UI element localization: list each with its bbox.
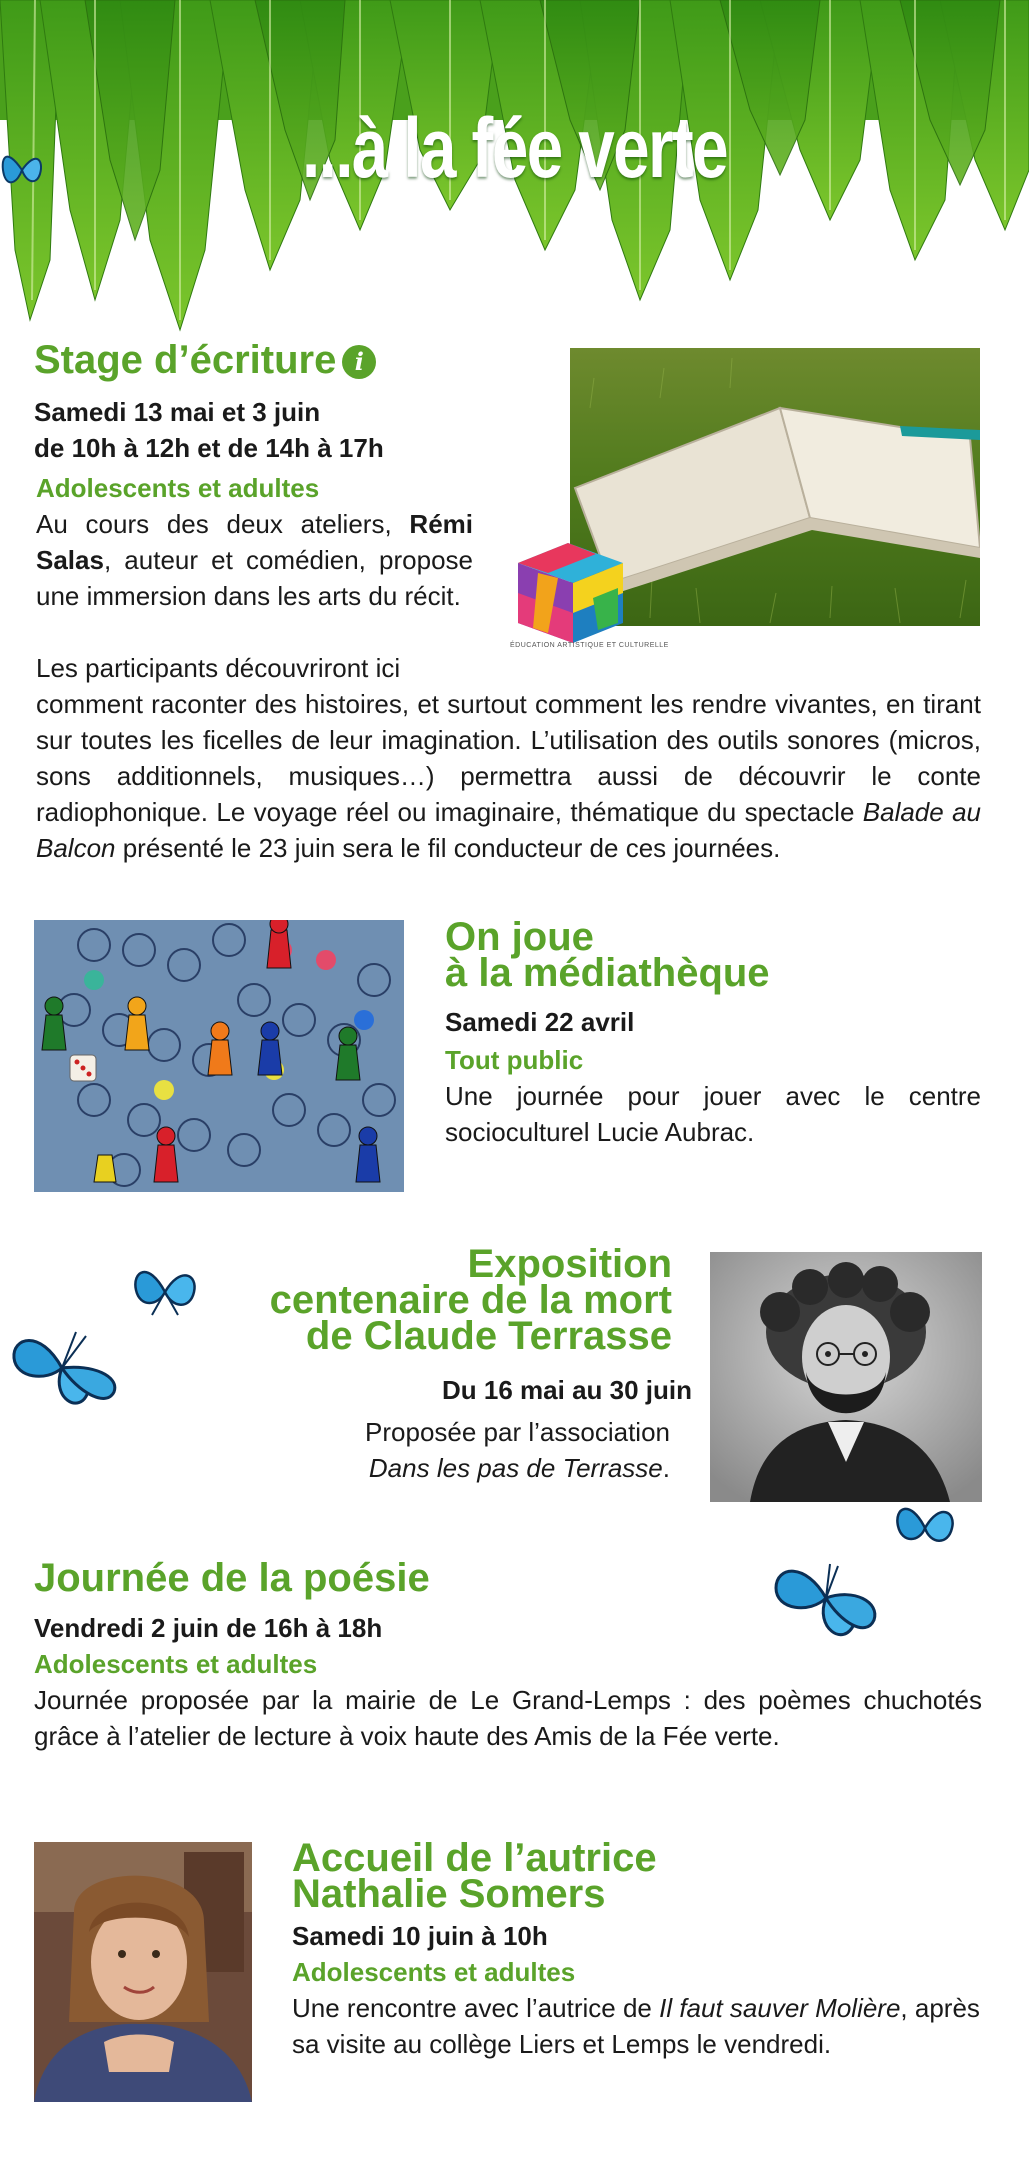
autrice-text [292,1990,982,2062]
expo-association-name: Dans les pas de Terrasse [368,1453,663,1483]
autrice-title-line-1: Accueil de l’autrice [292,1836,657,1880]
stage-p2-end: présenté le 23 juin sera le fil conducteur de ces journées. [115,833,781,863]
autrice-date: Samedi 10 juin à 10h [292,1921,548,1951]
expo-title-line-1: Exposition [467,1242,672,1286]
stage-author-name: Rémi Salas [36,509,473,575]
autrice-title [292,1836,982,1916]
cube-logo-icon [508,538,669,658]
board-game-photo [34,920,404,1192]
expo-date: Du 16 mai au 30 juin [442,1375,692,1405]
stage-paragraph-1 [36,506,473,614]
eac-logo-text: ÉDUCATION ARTISTIQUE ET CULTURELLE [510,642,669,649]
autrice-text-end: , après sa visite au collège Liers et Lemps le vendredi. [292,1993,980,2059]
autrice-title-line-2: Nathalie Somers [292,1872,606,1916]
poesie-audience: Adolescents et adultes [34,1649,318,1679]
butterfly-icon [892,1498,958,1558]
nathalie-somers-photo [34,1842,252,2102]
butterfly-icon [0,140,44,200]
stage-section [34,340,474,380]
stage-title-text: Stage d’écriture [34,338,337,382]
expo-text [180,1414,670,1486]
autrice-text-start: Une rencontre avec l’autrice de [292,1993,660,2023]
poesie-date: Vendredi 2 juin de 16h à 18h [34,1613,383,1643]
poesie-text: Journée proposée par la mairie de Le Grand-Lemps : des poèmes chuchotés grâce à l’atelier de lecture à voix haute des Amis de la Fée verte. [34,1685,982,1751]
jeu-audience: Tout public [445,1045,584,1075]
stage-date-1: Samedi 13 mai et 3 juin [34,397,321,427]
page-title: ...à la fée verte [301,101,728,195]
butterfly-icon [770,1558,882,1648]
claude-terrasse-portrait [710,1252,982,1502]
jeu-title [445,915,985,995]
expo-text-line-2 [180,1450,670,1486]
stage-title [34,340,474,380]
stage-p2-text: comment raconter des histoires, et surtout comment les rendre vivantes, en tirant sur toutes les ficelles de leur imagination. L’utilisation des outils sonores (micros, sons additionnels, musiques…) permettra aussi de découvrir le conte radiophonique. Le voyage réel ou imaginaire, thématique du spectacle [36,689,981,827]
stage-date-2: de 10h à 12h et de 14h à 17h [34,433,384,463]
jeu-title-line-2: à la médiathèque [445,951,770,995]
expo-title-line-3: de Claude Terrasse [305,1314,672,1358]
stage-p1-before: Au cours des deux ateliers, [36,509,392,539]
stage-paragraph-2b [36,686,981,866]
stage-paragraph-2a: Les participants découvriront ici [36,653,401,683]
expo-title-line-2: centenaire de la mort [269,1278,672,1322]
stage-p1-after: , auteur et comédien, propose une immersion dans les arts du récit. [36,545,473,611]
butterfly-icon [10,1328,122,1414]
autrice-audience: Adolescents et adultes [292,1957,576,1987]
stage-audience: Adolescents et adultes [36,473,320,503]
butterfly-icon [130,1260,200,1322]
jeu-date: Samedi 22 avril [445,1007,635,1037]
info-icon[interactable]: i [342,345,376,379]
poesie-title: Journée de la poésie [34,1556,430,1600]
jeu-title-line-1: On joue [445,915,594,959]
autrice-book-title: Il faut sauver Molière [659,1993,901,2023]
expo-text-end: . [662,1453,670,1483]
expo-text-line-1: Proposée par l’association [365,1417,670,1447]
eac-logo [508,538,669,658]
stage-show-title: Balade au Balcon [36,797,981,863]
jeu-text: Une journée pour jouer avec le centre socioculturel Lucie Aubrac. [445,1081,981,1147]
expo-title [180,1242,672,1358]
